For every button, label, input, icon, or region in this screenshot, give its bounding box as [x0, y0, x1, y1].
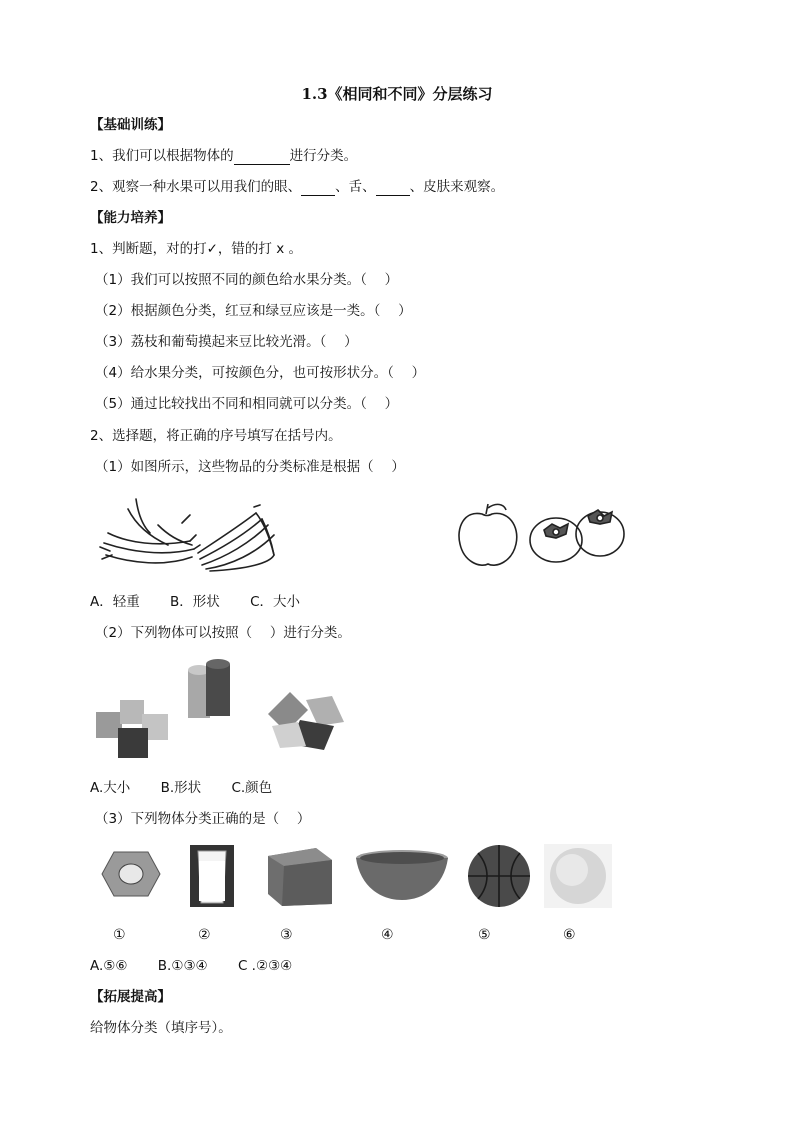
image-number-1: ①: [113, 927, 126, 943]
option-c[interactable]: C.颜色: [231, 780, 273, 796]
image-number-2: ②: [198, 927, 211, 943]
basketball-image: [466, 843, 532, 909]
image-number-4: ④: [381, 927, 394, 943]
option-c[interactable]: C．大小: [250, 594, 301, 610]
judge-title: 1、判断题，对的打✓，错的打 x 。: [90, 241, 302, 257]
image-number-6: ⑥: [563, 927, 576, 943]
answer-blank[interactable]: [301, 181, 335, 196]
blocks-image: [94, 656, 356, 766]
judge-item-5: （5）通过比较找出不同和相同就可以分类。（ ）: [95, 396, 399, 412]
apple-persimmons-image: [452, 500, 628, 572]
milk-glass-image: [190, 845, 234, 907]
choice-title: 2、选择题，将正确的序号填写在括号内。: [90, 428, 342, 444]
judge-item-4: （4）给水果分类，可按颜色分，也可按形状分。（ ）: [95, 365, 426, 381]
section-ability-heading: 【能力培养】: [90, 210, 171, 226]
choice-3-options: [90, 957, 318, 975]
white-ball-image: [544, 844, 612, 908]
choice-1-question: （1）如图所示，这些物品的分类标准是根据（ ）: [95, 459, 405, 475]
basic-q2-text-a: 2、观察一种水果可以用我们的眼、: [90, 179, 302, 195]
image-number-3: ③: [280, 927, 293, 943]
basic-q1-text-after: 进行分类。: [289, 148, 358, 164]
option-a[interactable]: A．轻重: [90, 594, 140, 610]
choice-1-options: [90, 593, 326, 611]
basic-q1-text-before: 1、我们可以根据物体的: [90, 148, 234, 164]
option-c[interactable]: C .②③④: [237, 958, 293, 974]
option-a[interactable]: A.⑤⑥: [90, 958, 128, 974]
judge-item-3: （3）荔枝和葡萄摸起来豆比较光滑。（ ）: [95, 334, 358, 350]
option-b[interactable]: B.①③④: [157, 958, 208, 974]
peppers-bananas-image: [98, 495, 280, 573]
basic-q2-text-b: 、舌、: [335, 179, 376, 195]
section-extend-heading: 【拓展提高】: [90, 989, 171, 1005]
basic-q2-text-c: 、皮肤来观察。: [409, 179, 505, 195]
bowl-image: [354, 848, 450, 906]
nut-image: [100, 848, 162, 900]
option-b[interactable]: B.形状: [160, 780, 202, 796]
option-a[interactable]: A.大小: [90, 780, 131, 796]
page-title: 1.3《相同和不同》分层练习: [301, 85, 493, 103]
answer-blank[interactable]: [376, 181, 410, 196]
cube-image: [264, 842, 336, 908]
section-basic-heading: 【基础训练】: [90, 117, 171, 133]
judge-item-2: （2）根据颜色分类，红豆和绿豆应该是一类。（ ）: [95, 303, 412, 319]
basic-question-2: [90, 178, 504, 196]
choice-2-options: [90, 779, 298, 797]
choice-3-question: （3）下列物体分类正确的是（ ）: [95, 811, 311, 827]
judge-item-1: （1）我们可以按照不同的颜色给水果分类。（ ）: [95, 272, 399, 288]
answer-blank[interactable]: [234, 150, 290, 165]
choice-2-question: （2）下列物体可以按照（ ）进行分类。: [95, 625, 351, 641]
option-b[interactable]: B．形状: [170, 594, 220, 610]
image-number-5: ⑤: [478, 927, 491, 943]
extend-question-1: 给物体分类（填序号）。: [90, 1020, 232, 1036]
basic-question-1: [90, 147, 357, 165]
